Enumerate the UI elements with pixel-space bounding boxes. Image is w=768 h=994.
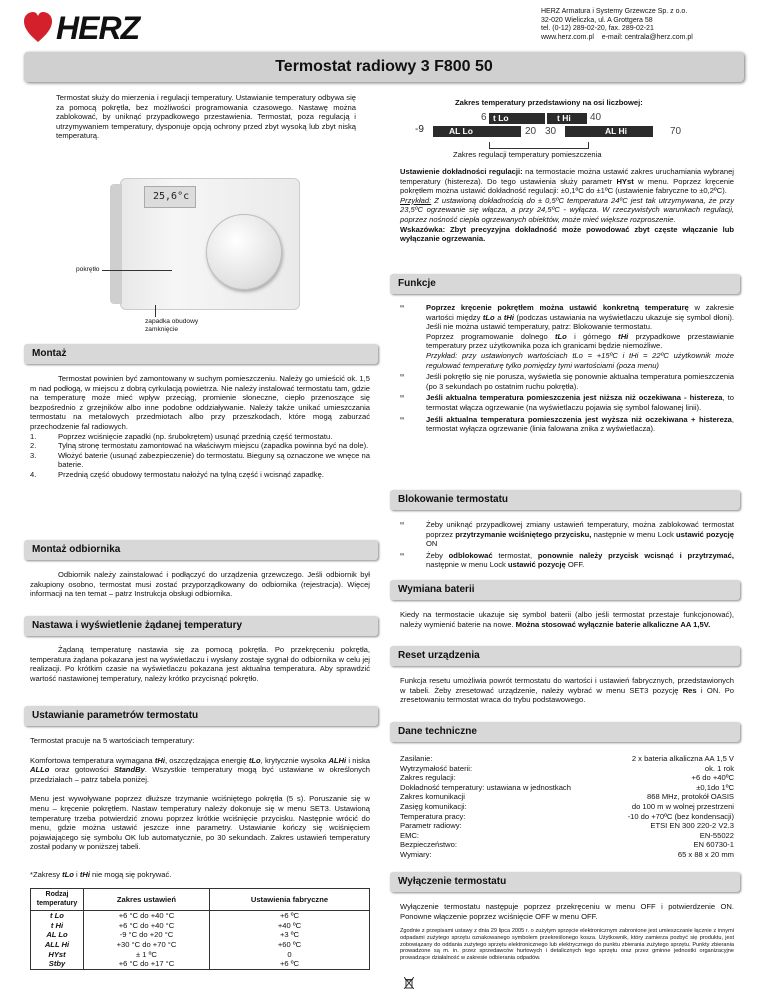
knob-label: pokrętło (76, 266, 100, 273)
spec-row: Zasięg komunikacji: do 100 m w wolnej przestrzeni (400, 801, 734, 811)
table-body: t Lo t Hi AL Lo ALL Hi HYst Stby +6 °C do +40 °C +6 °C do +40 °C -9 °C do +20 °C +30 °C do +70 °C ± 1 ºC +6 °C do +17 °C +6 ºC +40 ºC +3 ºC +60 ºC 0 +6 ºC (31, 911, 370, 970)
herz-logo (24, 12, 142, 44)
nastawa-text: Żądaną temperaturę nastawia się za pomocą pokrętła. Po przekręceniu pokrętła, temperatura żądana pokazana jest na wyświetlaczu i wysłany zostaje sygnał do odbiornika w celu jej realizacji. Po krótkim czasie na wyświetlaczu pokazana jest aktualna temperatura. Aby sprawdzić wartość nastawionej temperatury, należy krótko przycisnąć pokrętło. (30, 645, 370, 683)
section-nastawa: Nastawa i wyświetlenie żądanej temperatury (24, 616, 378, 636)
temperature-knob[interactable] (206, 214, 282, 290)
section-montaz: Montaż (24, 344, 378, 364)
section-blokowanie: Blokowanie termostatu (390, 490, 740, 510)
list-item: ∞ Żeby uniknąć przypadkowej zmiany ustawień temperatury, można zablokować termostat poprzez przytrzymanie wciśniętego przycisku, następnie w menu Lock ustawić pozycję ON (400, 520, 734, 549)
funkcje-list (400, 303, 734, 436)
settings-table (30, 888, 370, 970)
table-header: Rodzaj temperatury Zakres ustawień Ustawienia fabryczne (31, 889, 370, 911)
section-dane: Dane techniczne (390, 722, 740, 742)
scale-bracket (489, 142, 589, 149)
latch-label: zapadka obudowy zamknięcie (145, 318, 199, 334)
spec-row: Zakres regulacji: +6 do +40ºC (400, 773, 734, 783)
latch-leader-line (155, 305, 156, 317)
scale-tlo-band (489, 113, 545, 124)
section-parametry: Ustawianie parametrów termostatu (24, 706, 378, 726)
dane-list (400, 754, 734, 860)
device-illustration (120, 178, 300, 310)
scale-caption: Zakres regulacji temperatury pomieszczenia (453, 150, 602, 159)
list-item: ∞ Poprzez kręcenie pokrętłem można ustawić konkretną temperaturę w zakresie wartości między tLo a tHi (podczas ustawiania na wyświetlaczu ukazuje się symbol dłoni). Jeśli nie można ustawić temperatury, patrz: Blokowanie termostatu. Poprzez programowanie dolnego tLo i górnego tHi przypadkowe przestawianie temperatury przez użytkownika poza ich granicami będzie niemożliwe. Przykład: przy ustawionych wartościach tLo = +15ºC i tHi = 22ºC użytkownik może regulować temperaturę tylko pomiędzy tymi wartościami (poza menu) (400, 303, 734, 370)
accuracy-hint: Wskazówka: Zbyt precyzyjna dokładność może powodować zbyt częste włączanie lub wyłączanie ogrzewania. (400, 224, 734, 244)
bullet-icon: ∞ (400, 521, 405, 527)
scale-title: Zakres temperatury przedstawiony na osi liczbowej: (455, 98, 643, 107)
scale-tlo: t Lo (493, 113, 509, 123)
page-title: Termostat radiowy 3 F800 50 (275, 58, 493, 75)
weee-note: Zgodnie z przepisami ustawy z dnia 29 lipca 2005 r. o zużytym sprzęcie elektronicznym zabronione jest umieszczanie łącznie z innymi odpadami zużytego sprzętu oznakowanego symbolem przekreślonego kosza. Użytkownik, który zamierza pozbyć się produktu, jest zobowiązany do oddania zużytego sprzętu elektronicznego lub elektrycznego do punktu zbierania zużytego sprzętu. Punkty zbierania prowadzone są m. in. przez sprzedawców hurtowych i detalicznych tego sprzętu oraz przez gminne jednostki organizacyjne prowadzące działalność w zakresie odbierania odpadów. (400, 928, 734, 962)
company-phone: tel. (0-12) 289-02-20, fax. 289-02-21 (541, 25, 654, 33)
reset-block: Funkcja resetu umożliwia powrót termostatu do wartości i ustawień fabrycznych, przedstawionych w tabeli. Żeby zresetować urządzenie, należy wybrać w menu SET3 pozycję Res i ON. Po zresetowaniu termostat wraca do trybu podstawowego. (400, 676, 734, 705)
blokowanie-list (400, 520, 734, 572)
scale-minus9: -9 (415, 124, 424, 135)
list-item: 4. Przednią część obudowy termostatu nałożyć na tylną część i wcisnąć zapadkę. (30, 469, 324, 479)
company-address: 32-020 Wieliczka, ul. A Grottgera 58 (541, 16, 653, 24)
scale-allo-band (433, 126, 521, 137)
list-item: 3. Włożyć baterie (usunąć zabezpieczenie) do termostatu. Bieguny są oznaczone we wnęce na baterie. (30, 450, 370, 470)
scale-allo: AL Lo (449, 126, 473, 136)
device-side (110, 184, 122, 304)
device-display (144, 186, 196, 208)
display-reading: 25,6°c (153, 191, 190, 202)
montaz-text: Termostat powinien być zamontowany w suchym pomieszczeniu. Należy go umieścić ok. 1,5 m nad podłogą, w miejscu z dobrą cyrkulacją powietrza. Nie należy instalować termostatu tam, gdzie na temperaturę może mieć wpływ przeciąg, promienie słoneczne, ciepło przenoszące się bezpośrednio z grzejników albo inne podobne oddziaływanie. Należy także unikać umieszczania termostatu na metalowych przedmiotach albo przy przeszkodach, które mogą zaburzać przechodzenie fal radiowych. (30, 374, 370, 431)
intro-text: Termostat służy do mierzenia i regulacji temperatury. Ustawianie temperatury odbywa się za pomocą pokrętła, bez możliwości programowania czasowego. Nastawę można zablokować, by uniknąć przypadkowego przestawienia. Termostat, poza regulacją i utrzymywaniem temperatury, dysponuje opcją ochrony przed zbyt wysoką lub zbyt niską temperaturą. (56, 93, 356, 141)
title-bar (24, 52, 744, 82)
company-name: HERZ Armatura i Systemy Grzewcze Sp. z o.o. (541, 8, 688, 15)
wylaczenie-text: Wyłączenie termostatu następuje poprzez przekręceniu w menu OFF i potwierdzenie ON. Ponowne włączenie poprzez wciśnięcie OFF w menu OFF. (400, 902, 734, 921)
spec-row: EMC: EN-55022 (400, 830, 734, 840)
parametry-block: Termostat pracuje na 5 wartościach temperatury: Komfortowa temperatura wymagana tHi, oszczędzająca energię tLo, krytycznie wysoka ALHi i niska ALLo oraz gotowości StandBy. Wszystkie temperatury mogą być ustawiane w określonych przedziałach – patrz tabela poniżej. Menu jest wywoływane poprzez dłuższe trzymanie wciśniętego pokrętła (5 s). Poruszanie się w menu – kręcenie pokrętłem. Nastaw temperatury należy dokonuje się w menu SET3. Ustawioną temperaturę trzeba potwierdzić znowu poprzez krótkie wciśnięcie przycisku. Następnie wrócić do menu, gdzie można ustawić jeszcze inne parametry. Ustawianie kończy się wciśnięciem pojawiającego się symbolu OK lub automatycznie, po 30 sekundach. Zakres ustawień temperatury został podany w poniższej tabeli. (30, 736, 371, 852)
company-email[interactable]: e-mail: centrala@herz.com.pl (601, 33, 693, 41)
scale-20: 20 (525, 126, 537, 137)
accuracy-block: Ustawienie dokładności regulacji: na termostacie można ustawić zakres uruchamiania wybranej temperatury (histereza). Do tego ustawienia służy parametr HYst w menu. Poprzez kręcenie pokrętłem można ustawić dokładność regulacji: ±0,1ºC do ±1ºC (ustawienie fabryczne to ±0,2ºC). Przykład: Z ustawioną dokładnością do ± 0,5ºC temperatura 24ºC jest tak utrzymywana, że przy 23,5ºC ogrzewanie się włącza, a przy 24,5ºC - wyłącza. W rzeczywistych warunkach regulacji, poprzez nośność ciepła ogrzewanych obiektów, może mieć większe rozproszenie. Wskazówka: Zbyt precyzyjna dokładność może powodować zbyt częste włączanie lub wyłączanie ogrzewania. (400, 167, 734, 244)
list-item: ∞ Żeby odblokować termostat, ponownie należy przycisk wcisnąć i przytrzymać, następnie w menu Lock ustawić pozycję OFF. (400, 550, 734, 570)
section-wylaczenie: Wyłączenie termostatu (390, 872, 740, 892)
bullet-icon: ∞ (400, 394, 405, 401)
scale-alhi: AL Hi (605, 126, 628, 136)
scale-alhi-band (565, 126, 653, 137)
accuracy-lead: Ustawienie dokładności regulacji: (400, 167, 523, 176)
bateria-block: Kiedy na termostacie ukazuje się symbol baterii (albo jeśli termostat przestaje funkcjonować), należy wymienić baterie na nowe. Można stosować wyłącznie baterie alkaliczne AA 1,5V. (400, 610, 734, 629)
knob-leader-line (102, 270, 172, 271)
company-contact (541, 34, 761, 43)
bullet-icon: ∞ (400, 551, 405, 558)
spec-row: Zakres komunikacji 868 MHz, protokół OASIS (400, 792, 734, 802)
list-item: ∞ Jeśli aktualna temperatura pomieszczenia jest wyższa niż oczekiwana + histereza, termostat wyłącza ogrzewanie (linia falowana znika z wyświetlacza). (400, 414, 734, 434)
parametry-note: *Zakresy tLo i tHi nie mogą się pokrywać. (30, 870, 172, 879)
list-item: ∞ Jeśli pokrętło się nie porusza, wyświetla się ponownie aktualna temperatura pomieszczenia (po 3 sekundach po ostatnim ruchu pokrętła). (400, 372, 734, 391)
temperature-scale (415, 112, 715, 144)
montaz-block (30, 374, 370, 480)
scale-40: 40 (590, 112, 602, 123)
scale-thi: t Hi (557, 113, 571, 123)
spec-row: Temperatura pracy: -10 do +70ºC (bez kondensacji) (400, 811, 734, 821)
bullet-icon: ∞ (400, 373, 405, 380)
spec-row: Bezpieczeństwo: EN 60730-1 (400, 840, 734, 850)
section-bateria: Wymiana baterii (390, 580, 740, 600)
scale-70: 70 (670, 126, 682, 137)
spec-row: Parametr radiowy: ETSI EN 300 220-2 V2.3 (400, 821, 734, 831)
list-item: 1. Poprzez wciśnięcie zapadki (np. śrubokrętem) usunąć przednią część termostatu. (30, 431, 333, 441)
section-funkcje: Funkcje (390, 274, 740, 294)
brand-name: HERZ (56, 10, 140, 46)
company-info (541, 8, 761, 42)
bullet-icon: ∞ (400, 304, 405, 310)
scale-30: 30 (545, 126, 557, 137)
list-item: ∞ Jeśli aktualna temperatura pomieszczenia jest niższa niż oczekiwana - histereza, to termostat włącza ogrzewanie (na wyświetlaczu pojawia się symbol falowanej linii). (400, 393, 734, 412)
scale-thi-band (547, 113, 587, 124)
spec-row: Zasilanie: 2 x bateria alkaliczna AA 1,5 V (400, 754, 734, 763)
company-web[interactable]: www.herz.com.pl (541, 33, 594, 41)
spec-row: Dokładność temperatury: ustawiana w jednostkach ±0,1do 1ºC (400, 782, 734, 792)
bullet-icon: ∞ (400, 415, 405, 422)
crossed-bin-icon (404, 976, 414, 988)
scale-6: 6 (481, 112, 487, 123)
accuracy-example: Przykład: Z ustawioną dokładnością do ± 0,5ºC temperatura 24ºC jest tak utrzymywana, że przy 23,5ºC ogrzewanie się włącza, a przy 24,5ºC - wyłącza. W rzeczywistych warunkach regulacji, poprzez nośność ciepła ogrzewanych obiektów, może mieć większe rozproszenie. (400, 195, 734, 224)
list-item: 2. Tylną stronę termostatu zamontować na właściwym miejscu (zapadka powinna być na dole). (30, 441, 369, 451)
spec-row: Wytrzymałość baterii: ok. 1 rok (400, 763, 734, 773)
odbiornik-text: Odbiornik należy zainstalować i podłączyć do urządzenia grzewczego. Jeśli odbiornik był zakupiony osobno, termostat musi zostać przyporządkowany do odbiornika (rejestracja). Więcej informacji na ten temat – patrz Instrukcja obsługi odbiornika. (30, 570, 370, 599)
section-odbiornik: Montaż odbiornika (24, 540, 378, 560)
spec-row: Wymiary: 65 x 88 x 20 mm (400, 849, 734, 859)
section-reset: Reset urządzenia (390, 646, 740, 666)
